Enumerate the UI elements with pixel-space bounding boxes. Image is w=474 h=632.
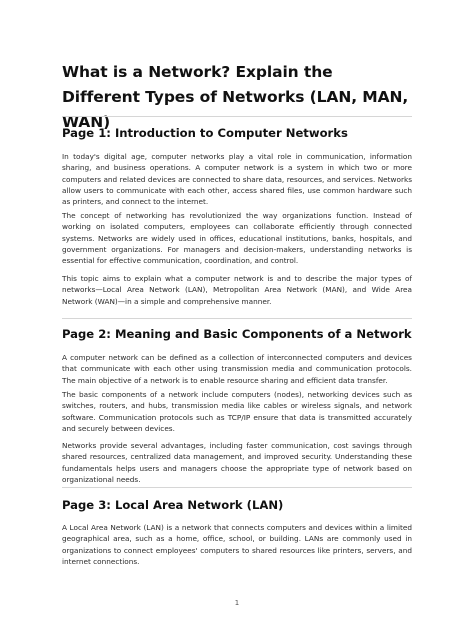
paragraph: The basic components of a network include computers (nodes), networking devices such as switches, routers, and hubs, transmission media like cables or wireless signals, and network software. Communication protocols such as TCP/IP ensure that data is transmitted accurately and securely between devices. (62, 390, 412, 433)
paragraph: The concept of networking has revolutionized the way organizations function. Instead of working on isolated computers, employees can collaborate efficiently through connected systems. Networks are widely used in offices, educational institutions, banks, hospitals, and government organizations. For managers and decision-makers, understanding networks is essential for effective communication, coordination, and control. (62, 211, 412, 266)
divider (62, 487, 412, 488)
section-heading-1: Page 1: Introduction to Computer Networks (62, 126, 348, 140)
paragraph: A computer network can be defined as a collection of interconnected computers and devices that communicate with each other using transmission media and communication protocols. The main objective of a network is to enable resource sharing and efficient data transfer. (62, 353, 412, 385)
page-number: 1 (234, 599, 240, 607)
paragraph: In today's digital age, computer networks play a vital role in communication, information sharing, and business operations. A computer network is a system in which two or more computers and related devices are connected to share data, resources, and services. Networks allow users to communicate with each other, access shared files, use common hardware such as printers, and connect to the internet. (62, 152, 412, 207)
paragraph: This topic aims to explain what a computer network is and to describe the major types of networks—Local Area Network (LAN), Metropolitan Area Network (MAN), and Wide Area Network (WAN)—in a simple and comprehensive manner. (62, 274, 412, 306)
divider (62, 116, 412, 117)
section-heading-3: Page 3: Local Area Network (LAN) (62, 498, 284, 512)
document-title: What is a Network? Explain the Different Types of Networks (LAN, MAN, WAN) (62, 63, 409, 131)
divider (62, 318, 412, 319)
paragraph: Networks provide several advantages, including faster communication, cost savings through shared resources, centralized data management, and improved security. Understanding these fundamentals helps users and managers choose the appropriate type of network based on organizational needs. (62, 441, 412, 484)
document-page (62, 0, 412, 632)
paragraph: A Local Area Network (LAN) is a network that connects computers and devices within a limited geographical area, such as a home, office, school, or building. LANs are commonly used in organizations to connect employees' computers to shared resources like printers, servers, and internet connections. (62, 523, 412, 566)
section-heading-2: Page 2: Meaning and Basic Components of a Network (62, 327, 412, 341)
